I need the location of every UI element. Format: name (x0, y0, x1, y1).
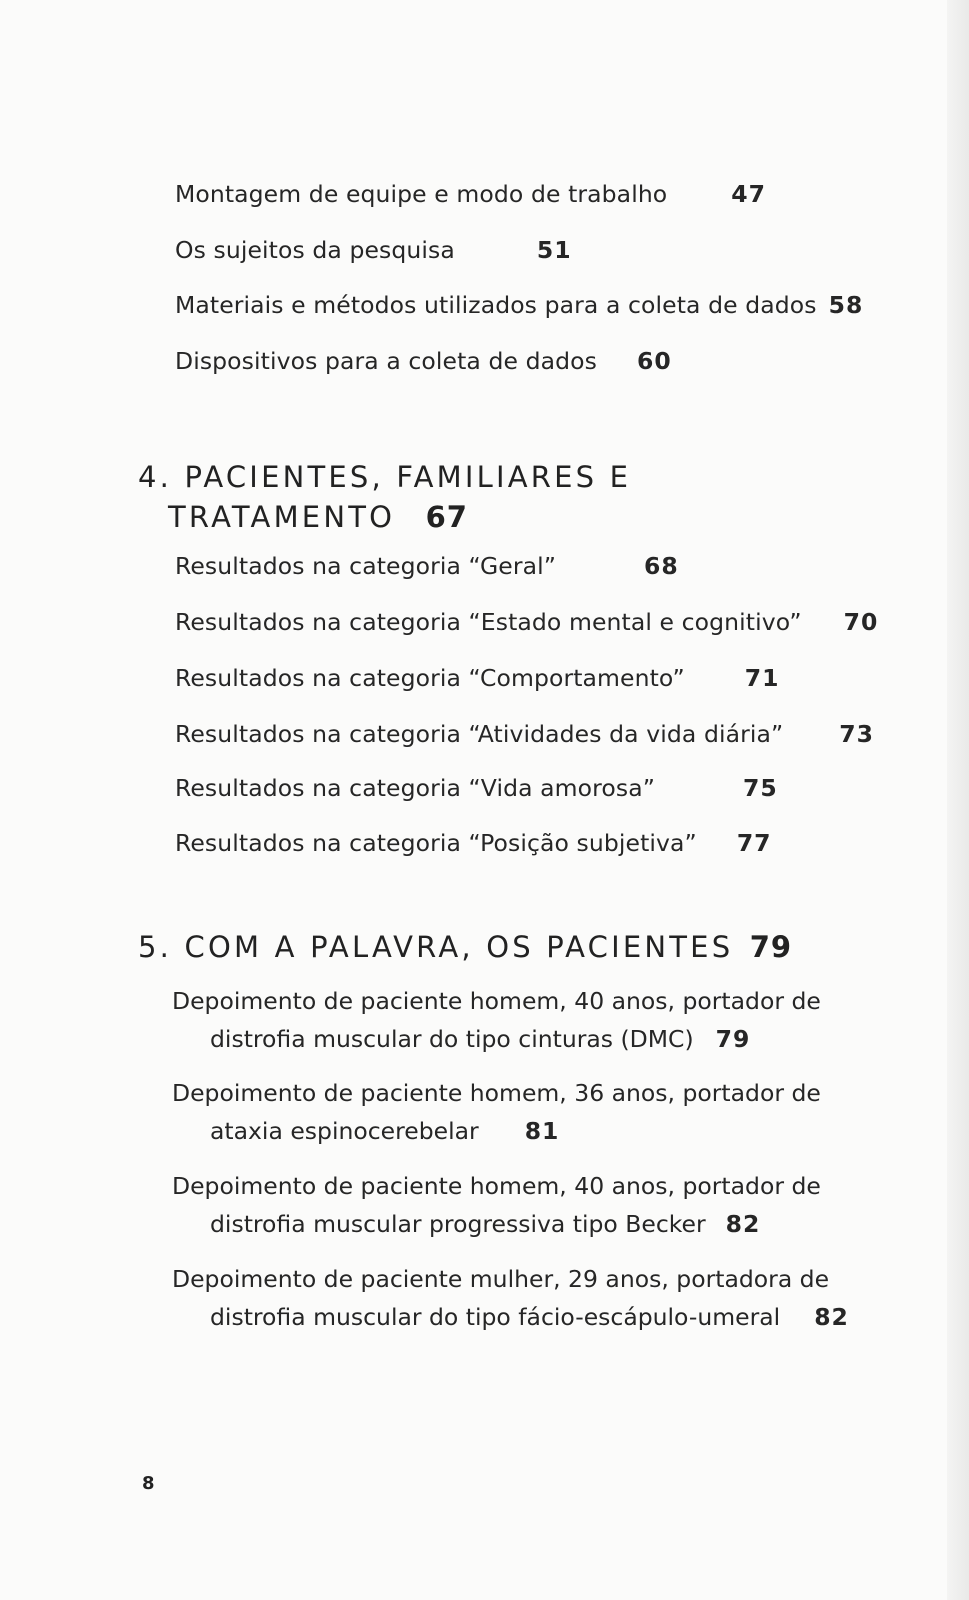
toc-entry-title: Resultados na categoria “Estado mental e cognitivo” (175, 608, 802, 636)
toc-entry-page: 81 (524, 1117, 560, 1145)
chapter-heading[interactable] (138, 927, 792, 967)
toc-entry-title: Dispositivos para a coleta de dados (175, 347, 597, 375)
toc-entry-page: 68 (644, 552, 679, 580)
toc-entry-page: 82 (725, 1210, 761, 1238)
toc-entry-page: 51 (536, 236, 572, 264)
chapter-number: 5. (138, 930, 173, 964)
toc-entry[interactable] (175, 605, 878, 639)
toc-entry-page: 77 (736, 829, 772, 857)
chapter-heading[interactable] (138, 457, 631, 537)
toc-entry[interactable] (175, 344, 672, 378)
toc-entry[interactable] (175, 177, 766, 211)
toc-entry-page: 73 (839, 720, 874, 748)
toc-entry-page: 70 (843, 608, 879, 636)
chapter-title: COM A PALAVRA, OS PACIENTES (184, 930, 734, 964)
chapter-title-line2: TRATAMENTO (168, 500, 396, 534)
toc-entry-page: 47 (731, 180, 766, 208)
toc-entry-page: 58 (828, 291, 864, 319)
toc-entry-title: Resultados na categoria “Posição subjetiva” (175, 829, 697, 857)
chapter-title-line1: PACIENTES, FAMILIARES E (184, 460, 632, 494)
toc-entry-page: 79 (715, 1025, 751, 1053)
toc-entry[interactable] (172, 1074, 821, 1150)
toc-entry-title: Os sujeitos da pesquisa (175, 236, 455, 264)
toc-entry-page: 82 (814, 1303, 849, 1331)
toc-entry-title: Montagem de equipe e modo de trabalho (175, 180, 668, 208)
toc-entry-title: Resultados na categoria “Vida amorosa” (175, 774, 655, 802)
toc-entry[interactable] (172, 982, 821, 1058)
toc-entry[interactable] (175, 233, 572, 267)
toc-entry-title: Materiais e métodos utilizados para a coleta de dados (175, 291, 817, 319)
toc-entry-title: Resultados na categoria “Geral” (175, 552, 557, 580)
chapter-number: 4. (138, 460, 173, 494)
toc-entry-title-line2: ataxia espinocerebelar (210, 1117, 479, 1145)
toc-entry-title-line2: distrofia muscular do tipo cinturas (DMC) (210, 1025, 694, 1053)
toc-entry[interactable] (175, 549, 679, 583)
toc-entry-page: 75 (743, 774, 778, 802)
toc-entry[interactable] (175, 288, 863, 322)
toc-entry-title-line1: Depoimento de paciente homem, 40 anos, portador de (172, 1172, 821, 1200)
toc-entry[interactable] (175, 661, 780, 695)
toc-entry-title-line2: distrofia muscular do tipo fácio-escápulo-umeral (210, 1303, 781, 1331)
toc-entry-title-line2: distrofia muscular progressiva tipo Becker (210, 1210, 706, 1238)
toc-entry-page: 60 (636, 347, 672, 375)
toc-entry[interactable] (172, 1167, 821, 1243)
toc-entry-page: 71 (744, 664, 780, 692)
toc-entry-title: Resultados na categoria “Comportamento” (175, 664, 685, 692)
toc-entry-title-line1: Depoimento de paciente mulher, 29 anos, portadora de (172, 1265, 830, 1293)
page-number: 8 (142, 1473, 155, 1494)
chapter-page: 67 (425, 500, 468, 534)
chapter-page: 79 (749, 930, 793, 964)
toc-entry-title: Resultados na categoria “Atividades da vida diária” (175, 720, 784, 748)
toc-entry[interactable] (175, 717, 874, 751)
toc-entry[interactable] (175, 771, 778, 805)
toc-entry[interactable] (172, 1260, 849, 1336)
toc-entry-title-line1: Depoimento de paciente homem, 36 anos, portador de (172, 1079, 821, 1107)
toc-entry[interactable] (175, 826, 772, 860)
toc-entry-title-line1: Depoimento de paciente homem, 40 anos, portador de (172, 987, 821, 1015)
